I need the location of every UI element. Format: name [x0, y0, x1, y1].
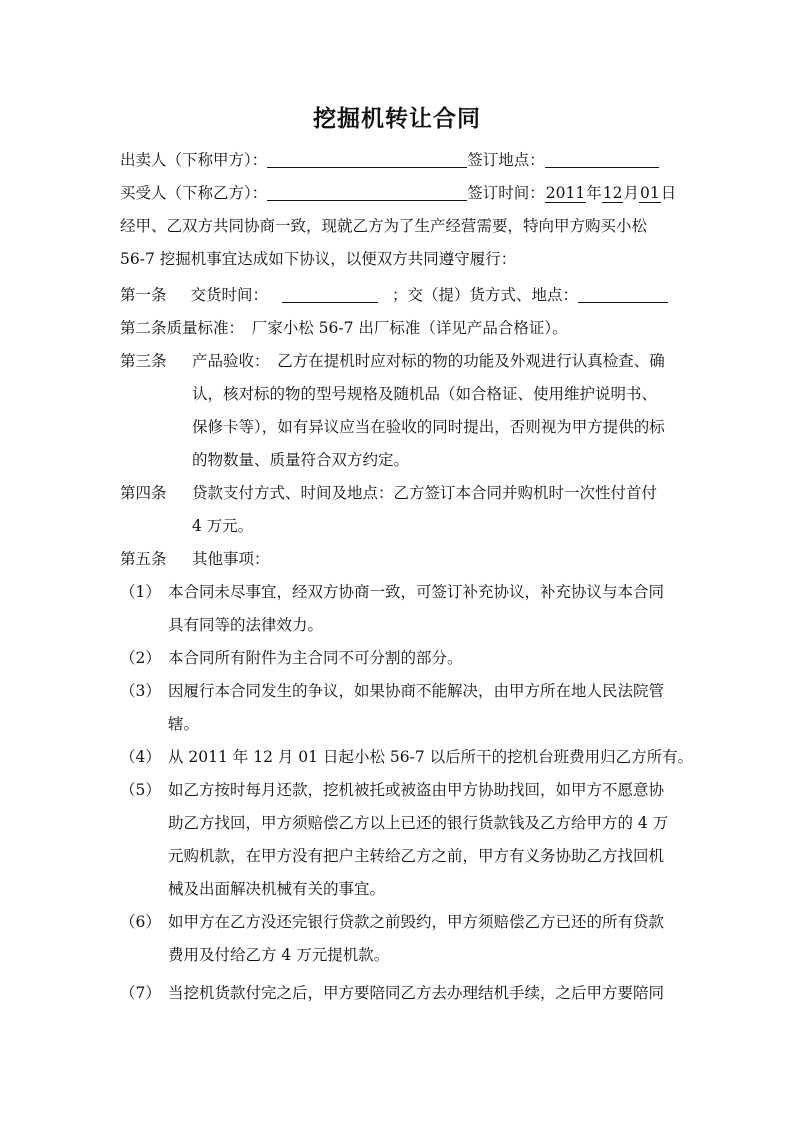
buyer-row	[120, 182, 676, 204]
sign-place-label: 签订地点：	[467, 151, 545, 169]
year-unit: 年	[586, 184, 602, 202]
article-3-line: 保修卡等），如有异议应当在验收的同时提出，否则视为甲方提供的标	[192, 418, 665, 436]
item-line: 本合同未尽事宜，经双方协商一致，可签订补充协议，补充协议与本合同	[168, 583, 665, 601]
buyer-label: 买受人（下称乙方）：	[120, 184, 268, 202]
delivery-place-blank[interactable]	[578, 286, 668, 303]
article-label: 第四条	[120, 484, 167, 502]
article-4-line: 贷款支付方式、时间及地点：乙方签订本合同并购机时一次性付首付	[192, 484, 658, 502]
item-line: 元购机款，在甲方没有把户主转给乙方之前，甲方有义务协助乙方找回机	[168, 847, 665, 865]
item-line: 如甲方在乙方没还完银行贷款之前毁约，甲方须赔偿乙方已还的所有贷款	[168, 913, 665, 931]
seller-row	[120, 149, 659, 171]
sign-month: 12	[602, 184, 623, 202]
item-line: 从 2011 年 12 月 01 日起小松 56-7 以后所干的挖机台班费用归乙方所有。	[168, 748, 694, 766]
month-unit: 月	[623, 184, 639, 202]
article-label: 第一条	[120, 286, 167, 304]
seller-blank[interactable]	[267, 151, 467, 168]
intro-line: 56-7 挖掘机事宜达成如下协议，以便双方共同遵守履行：	[120, 250, 517, 268]
item-line: 具有同等的法律效力。	[168, 616, 324, 634]
item-number: （6）	[120, 913, 161, 931]
delivery-method-label: ；交（提）货方式、地点：	[392, 286, 579, 304]
article-5-heading: 其他事项：	[192, 550, 270, 568]
item-number: （5）	[120, 781, 161, 799]
delivery-time-label: 交货时间：	[190, 286, 269, 304]
item-number: （4）	[120, 748, 161, 766]
item-line: 本合同所有附件为主合同不可分割的部分。	[168, 649, 463, 667]
article-label: 第三条	[120, 352, 167, 370]
article-4-line: 4 万元。	[192, 517, 254, 535]
item-number: （1）	[120, 583, 161, 601]
buyer-blank[interactable]	[267, 184, 467, 201]
sign-day: 01	[640, 184, 660, 202]
item-line: 辖。	[168, 715, 200, 733]
delivery-time-blank[interactable]	[282, 286, 378, 303]
item-number: （2）	[120, 649, 161, 667]
day-unit: 日	[660, 184, 677, 202]
seller-label: 出卖人（下称甲方）：	[120, 151, 268, 169]
item-number: （3）	[120, 682, 161, 700]
item-line: 械及出面解决机械有关的事宜。	[168, 880, 386, 898]
item-line: 费用及付给乙方 4 万元提机款。	[168, 946, 390, 964]
item-line: 助乙方找回，甲方须赔偿乙方以上已还的银行货款钱及乙方给甲方的 4 万	[168, 814, 669, 832]
article-3-line: 产品验收： 乙方在提机时应对标的物的功能及外观进行认真检查、确	[192, 352, 665, 370]
item-line: 当挖机货款付完之后，甲方要陪同乙方去办理结机手续，之后甲方要陪同	[168, 984, 665, 1002]
article-1	[120, 284, 668, 306]
article-3-line: 认，核对标的物的型号规格及随机品（如合格证、使用维护说明书、	[192, 385, 658, 403]
sign-time-label: 签订时间：	[467, 184, 545, 202]
document-title: 挖掘机转让合同	[313, 105, 481, 132]
article-3-line: 的物数量、质量符合双方约定。	[192, 451, 410, 469]
article-label: 第五条	[120, 550, 167, 568]
item-number: （7）	[120, 984, 161, 1002]
intro-line: 经甲、乙双方共同协商一致，现就乙方为了生产经营需要，特向甲方购买小松	[120, 217, 648, 235]
item-line: 因履行本合同发生的争议，如果协商不能解决，由甲方所在地人民法院管	[168, 682, 665, 700]
article-2: 第二条质量标准： 厂家小松 56-7 出厂标准（详见产品合格证）。	[120, 319, 568, 337]
item-line: 如乙方按时每月还款，挖机被托或被盗由甲方协助找回，如甲方不愿意协	[168, 781, 665, 799]
sign-year: 2011	[545, 184, 586, 202]
sign-place-blank[interactable]	[545, 151, 659, 168]
